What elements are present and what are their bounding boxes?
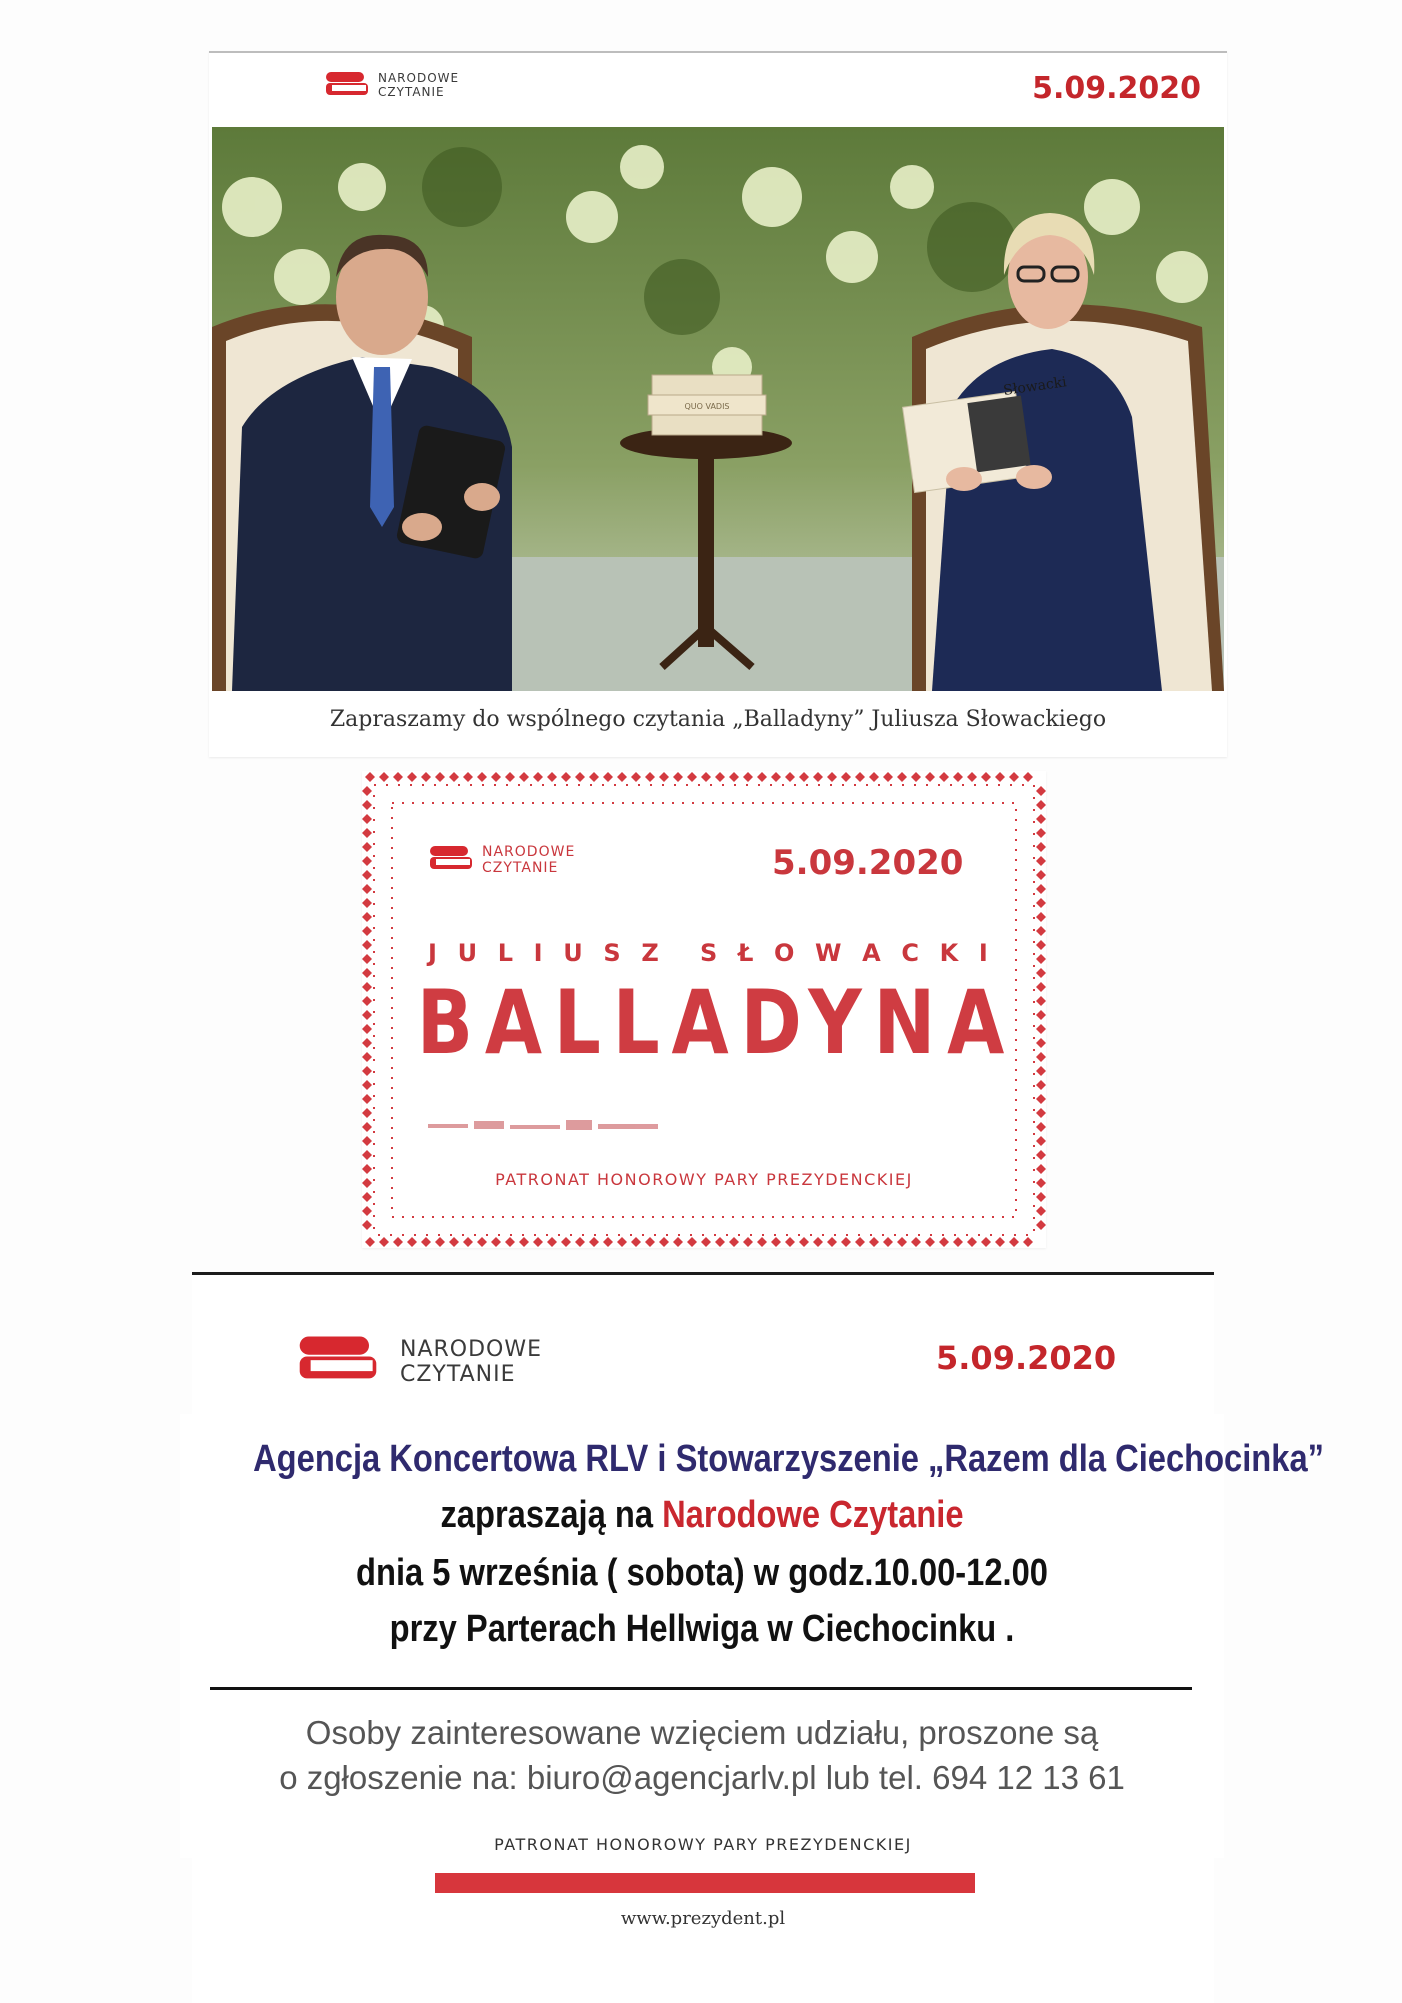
author-letter: Ł: [737, 939, 754, 967]
border-diamond: [1036, 1220, 1046, 1230]
border-diamond: [617, 1237, 627, 1247]
border-diamond: [362, 1108, 372, 1118]
border-diamond: [362, 1192, 372, 1202]
border-diamond: [1036, 1066, 1046, 1076]
presidential-couple-photo: [212, 127, 1224, 691]
border-diamond: [785, 772, 795, 782]
border-diamond: [855, 1237, 865, 1247]
border-diamond: [362, 814, 372, 824]
photo-caption: Zapraszamy do wspólnego czytania „Balladyny” Juliusza Słowackiego: [329, 707, 1107, 732]
border-diamond: [883, 1237, 893, 1247]
border-diamond: [743, 772, 753, 782]
border-diamond: [911, 1237, 921, 1247]
border-diamond: [687, 1237, 697, 1247]
border-diamond: [362, 1080, 372, 1090]
border-diamond: [1036, 996, 1046, 1006]
author-letter: C: [901, 939, 920, 967]
border-diamond: [1036, 926, 1046, 936]
event-name: Narodowe Czytanie: [662, 1494, 964, 1536]
border-diamond: [953, 772, 963, 782]
border-diamond: [673, 772, 683, 782]
invitation-line: [253, 1494, 1151, 1537]
border-diamond: [771, 1237, 781, 1247]
border-diamond: [869, 772, 879, 782]
border-diamond: [463, 1237, 473, 1247]
logo-line-2: CZYTANIE: [378, 85, 445, 99]
border-diamond: [1036, 828, 1046, 838]
border-diamond: [1036, 1024, 1046, 1034]
author-letter: I: [533, 939, 543, 967]
author-letter: U: [457, 939, 478, 967]
narodowe-czytanie-logo: [290, 1331, 542, 1393]
book-held-label: Słowacki: [1002, 374, 1068, 399]
border-diamond: [407, 772, 417, 782]
red-bar: [435, 1873, 975, 1893]
book-logo-icon: [324, 69, 370, 103]
border-diamond: [362, 870, 372, 880]
border-diamond: [589, 772, 599, 782]
border-diamond: [362, 1150, 372, 1160]
border-diamond: [1009, 1237, 1019, 1247]
border-diamond: [1036, 1108, 1046, 1118]
border-diamond: [365, 772, 375, 782]
border-diamond: [362, 912, 372, 922]
website-url: www.prezydent.pl: [620, 1908, 786, 1929]
border-diamond: [1036, 786, 1046, 796]
border-diamond: [827, 1237, 837, 1247]
border-diamond: [1036, 814, 1046, 824]
border-diamond: [883, 772, 893, 782]
border-diamond: [533, 1237, 543, 1247]
event-date: 5.09.2020: [936, 1339, 1117, 1377]
border-diamond: [1036, 1038, 1046, 1048]
border-diamond: [362, 884, 372, 894]
border-diamond: [575, 772, 585, 782]
border-diamond: [673, 1237, 683, 1247]
border-diamond: [1036, 1052, 1046, 1062]
border-diamond: [729, 1237, 739, 1247]
border-diamond: [967, 772, 977, 782]
border-diamond: [362, 996, 372, 1006]
border-diamond: [981, 772, 991, 782]
author-letter: I: [978, 939, 988, 967]
border-diamond: [631, 1237, 641, 1247]
border-diamond: [449, 1237, 459, 1247]
border-diamond: [362, 1220, 372, 1230]
border-diamond: [687, 772, 697, 782]
border-diamond: [1036, 982, 1046, 992]
border-diamond: [362, 786, 372, 796]
border-diamond: [547, 772, 557, 782]
border-diamond: [449, 772, 459, 782]
border-diamond: [925, 1237, 935, 1247]
border-diamond: [435, 1237, 445, 1247]
border-diamond: [813, 772, 823, 782]
border-diamond: [1036, 940, 1046, 950]
border-diamond: [421, 772, 431, 782]
photo-postcard: [209, 51, 1227, 757]
border-diamond: [715, 772, 725, 782]
border-diamond: [505, 772, 515, 782]
border-diamond: [1023, 772, 1033, 782]
border-diamond: [925, 772, 935, 782]
book-title: BALLADYNA: [416, 971, 1017, 1074]
border-diamond: [561, 1237, 571, 1247]
border-diamond: [477, 1237, 487, 1247]
border-diamond: [575, 1237, 585, 1247]
border-diamond: [1036, 1206, 1046, 1216]
border-diamond: [771, 772, 781, 782]
border-diamond: [981, 1237, 991, 1247]
border-diamond: [1036, 800, 1046, 810]
border-diamond: [1036, 1094, 1046, 1104]
border-diamond: [589, 1237, 599, 1247]
border-diamond: [995, 1237, 1005, 1247]
border-diamond: [743, 1237, 753, 1247]
border-diamond: [362, 1094, 372, 1104]
border-diamond: [799, 772, 809, 782]
border-diamond: [813, 1237, 823, 1247]
border-diamond: [1023, 1237, 1033, 1247]
author-letter: W: [815, 939, 842, 967]
border-diamond: [729, 772, 739, 782]
border-diamond: [1036, 870, 1046, 880]
border-diamond: [362, 1038, 372, 1048]
smudged-stamp-mark: [428, 1116, 668, 1138]
border-diamond: [617, 772, 627, 782]
border-diamond: [362, 1122, 372, 1132]
border-diamond: [463, 772, 473, 782]
border-diamond: [995, 772, 1005, 782]
border-diamond: [421, 1237, 431, 1247]
border-diamond: [1036, 968, 1046, 978]
border-diamond: [362, 1010, 372, 1020]
patronat-text: PATRONAT HONOROWY PARY PREZYDENCKIEJ: [494, 1835, 912, 1854]
border-diamond: [362, 940, 372, 950]
border-diamond: [631, 772, 641, 782]
organizers-line: Agencja Koncertowa RLV i Stowarzyszenie „Razem dla Ciechocinka”: [253, 1438, 1324, 1480]
border-diamond: [757, 772, 767, 782]
contact-line-1: Osoby zainteresowane wzięciem udziału, proszone są: [305, 1714, 1099, 1751]
border-diamond: [799, 1237, 809, 1247]
border-diamond: [1036, 898, 1046, 908]
border-diamond: [561, 772, 571, 782]
book-title-quo-vadis: QUO VADIS: [684, 402, 730, 411]
border-diamond: [379, 1237, 389, 1247]
border-diamond: [827, 772, 837, 782]
border-diamond: [757, 1237, 767, 1247]
author-name: [428, 939, 988, 967]
book-logo-icon: [428, 843, 474, 877]
border-diamond: [362, 842, 372, 852]
border-diamond: [1036, 1150, 1046, 1160]
border-diamond: [362, 1066, 372, 1076]
border-diamond: [547, 1237, 557, 1247]
border-diamond: [897, 772, 907, 782]
event-location: przy Parterach Hellwiga w Ciechocinku .: [389, 1608, 1015, 1650]
border-diamond: [645, 1237, 655, 1247]
border-diamond: [362, 982, 372, 992]
contact-line-2: o zgłoszenie na: biuro@agencjarlv.pl lub tel. 694 12 13 61: [279, 1759, 1125, 1796]
border-diamond: [362, 968, 372, 978]
event-datetime: dnia 5 września ( sobota) w godz.10.00-12.00: [356, 1552, 1048, 1594]
balladyna-card: [362, 771, 1046, 1248]
border-diamond: [715, 1237, 725, 1247]
border-diamond: [362, 926, 372, 936]
border-diamond: [841, 772, 851, 782]
author-letter: Z: [641, 939, 659, 967]
border-diamond: [491, 1237, 501, 1247]
event-date: 5.09.2020: [1032, 71, 1201, 106]
border-diamond: [645, 772, 655, 782]
border-diamond: [362, 1206, 372, 1216]
border-diamond: [1036, 954, 1046, 964]
border-diamond: [362, 1052, 372, 1062]
border-diamond: [1036, 884, 1046, 894]
border-diamond: [841, 1237, 851, 1247]
event-date: 5.09.2020: [772, 843, 964, 883]
border-diamond: [1036, 1080, 1046, 1090]
border-diamond: [659, 1237, 669, 1247]
border-diamond: [393, 772, 403, 782]
border-diamond: [939, 772, 949, 782]
invitation-prefix: zapraszają na: [440, 1494, 663, 1536]
border-diamond: [362, 800, 372, 810]
border-diamond: [362, 954, 372, 964]
border-diamond: [953, 1237, 963, 1247]
narodowe-czytanie-logo: [324, 69, 459, 103]
author-letter: O: [774, 939, 795, 967]
border-diamond: [1036, 1010, 1046, 1020]
border-diamond: [505, 1237, 515, 1247]
border-diamond: [701, 772, 711, 782]
border-diamond: [1036, 1192, 1046, 1202]
border-diamond: [435, 772, 445, 782]
border-diamond: [855, 772, 865, 782]
logo-line-2: CZYTANIE: [482, 860, 559, 876]
author-letter: S: [603, 939, 621, 967]
border-diamond: [659, 772, 669, 782]
author-letter: A: [862, 939, 881, 967]
border-diamond: [379, 772, 389, 782]
border-diamond: [1036, 1136, 1046, 1146]
event-announcement: [180, 1414, 1324, 1858]
border-diamond: [362, 856, 372, 866]
border-diamond: [869, 1237, 879, 1247]
border-diamond: [911, 772, 921, 782]
author-letter: J: [428, 939, 437, 967]
narodowe-czytanie-logo: [428, 843, 575, 877]
author-letter: L: [497, 939, 514, 967]
border-diamond: [519, 1237, 529, 1247]
border-diamond: [519, 772, 529, 782]
border-diamond: [603, 772, 613, 782]
border-diamond: [362, 1136, 372, 1146]
author-letter: K: [939, 939, 959, 967]
logo-line-1: NARODOWE: [482, 843, 576, 860]
border-diamond: [1036, 842, 1046, 852]
logo-line-1: NARODOWE: [378, 71, 460, 86]
border-diamond: [785, 1237, 795, 1247]
border-diamond: [393, 1237, 403, 1247]
border-diamond: [1009, 772, 1019, 782]
border-diamond: [362, 898, 372, 908]
border-diamond: [897, 1237, 907, 1247]
divider: [210, 1687, 1192, 1690]
border-diamond: [1036, 1122, 1046, 1132]
border-diamond: [362, 1024, 372, 1034]
book-logo-icon: [290, 1331, 386, 1393]
border-diamond: [967, 1237, 977, 1247]
border-diamond: [362, 828, 372, 838]
border-diamond: [477, 772, 487, 782]
border-diamond: [491, 772, 501, 782]
patronat-text: PATRONAT HONOROWY PARY PREZYDENCKIEJ: [495, 1170, 913, 1189]
author-letter: S: [700, 939, 718, 967]
author-letter: U: [563, 939, 583, 967]
border-diamond: [407, 1237, 417, 1247]
border-diamond: [1036, 912, 1046, 922]
border-diamond: [701, 1237, 711, 1247]
border-diamond: [603, 1237, 613, 1247]
border-diamond: [365, 1237, 375, 1247]
logo-line-1: NARODOWE: [400, 1336, 543, 1362]
border-diamond: [533, 772, 543, 782]
border-diamond: [939, 1237, 949, 1247]
border-diamond: [1036, 856, 1046, 866]
logo-line-2: CZYTANIE: [400, 1362, 516, 1387]
